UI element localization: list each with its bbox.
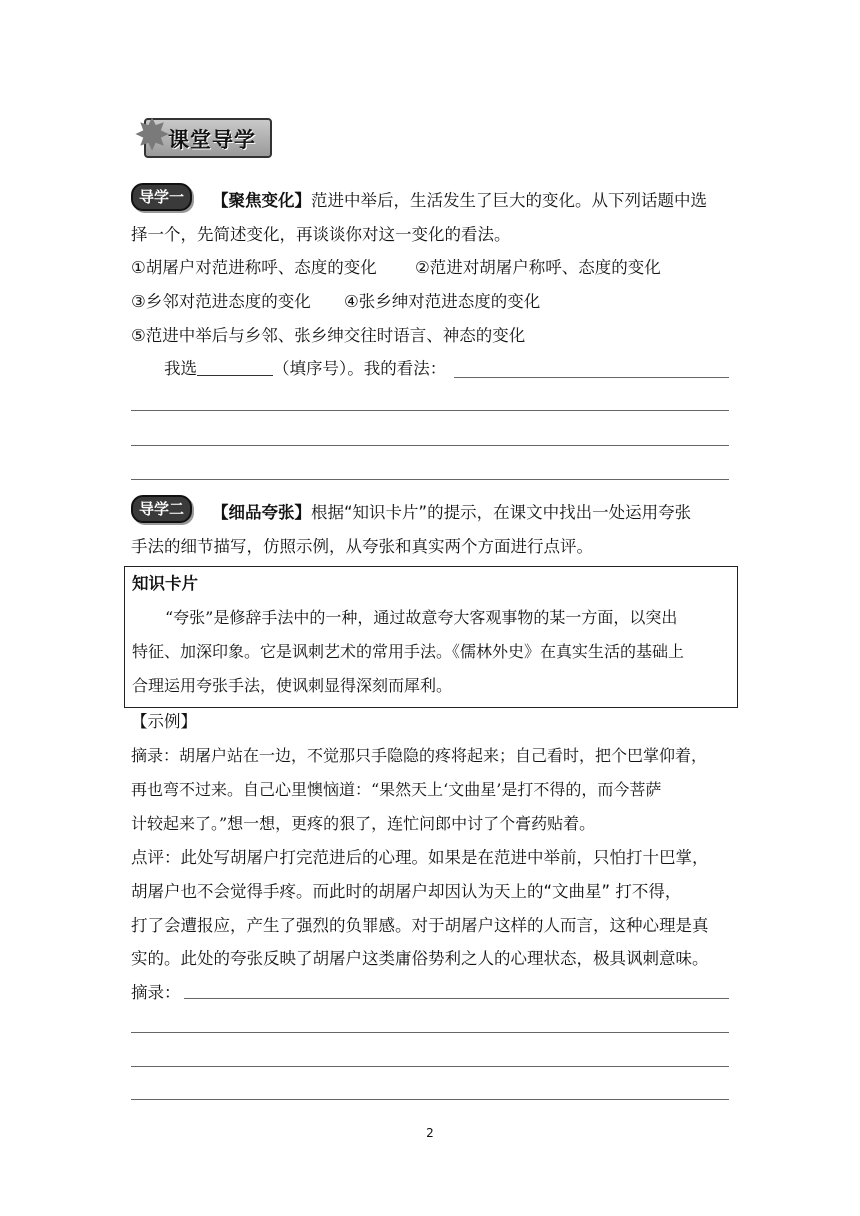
- comment-line: 实的。此处的夸张反映了胡屠户这类庸俗势利之人的心理状态，极具讽刺意味。: [131, 949, 709, 968]
- section2-line1-text: 根据“知识卡片”的提示，在课文中找出一处运用夸张: [311, 503, 692, 522]
- opinion-answer-line[interactable]: [131, 410, 729, 411]
- excerpt-line: 计较起来了。”想一想，更疼的狠了，连忙问郎中讨了个膏药贴着。: [131, 814, 596, 833]
- option-1: ①胡屠户对范进称呼、态度的变化: [131, 258, 377, 277]
- opinion-answer-line[interactable]: [454, 377, 729, 378]
- choose-line: [164, 358, 446, 380]
- option-4: ④张乡绅对范进态度的变化: [344, 292, 541, 311]
- banner-star-icon: ✸: [133, 110, 171, 161]
- excerpt-answer-line[interactable]: [131, 1032, 729, 1033]
- knowledge-card-line: “夸张”是修辞手法中的一种，通过故意夸大客观事物的某一方面，以突出: [165, 608, 678, 627]
- choice-blank[interactable]: [197, 359, 273, 376]
- option-5: ⑤范进中举后与乡邻、张乡绅交往时语言、神态的变化: [131, 326, 526, 345]
- section1-line2: 择一个，先简述变化，再谈谈你对这一变化的看法。: [131, 225, 511, 244]
- knowledge-card-line: 合理运用夸张手法，使讽刺显得深刻而犀利。: [132, 676, 453, 695]
- choose-prefix: 我选: [164, 359, 197, 378]
- choose-suffix: （填序号）。我的看法：: [273, 359, 447, 378]
- option-2: ②范进对胡屠户称呼、态度的变化: [415, 258, 661, 277]
- excerpt-answer-line[interactable]: [184, 998, 729, 999]
- section-banner: [130, 110, 270, 161]
- section1-line1-text: 范进中举后，生活发生了巨大的变化。从下列话题中选: [311, 191, 707, 210]
- comment-line: 点评：此处写胡屠户打完范进后的心理。如果是在范进中举前，只怕打十巴掌，: [131, 848, 709, 867]
- section2-line1: [212, 502, 691, 524]
- opinion-answer-line[interactable]: [131, 445, 729, 446]
- example-title: 【示例】: [131, 712, 197, 731]
- page-number: 2: [426, 1126, 434, 1140]
- option-3: ③乡邻对范进态度的变化: [131, 292, 311, 311]
- answer-label: 摘录：: [131, 983, 181, 1002]
- section2-head: 【细品夸张】: [212, 503, 311, 522]
- excerpt-answer-line[interactable]: [131, 1099, 729, 1100]
- section2-line2: 手法的细节描写，仿照示例，从夸张和真实两个方面进行点评。: [131, 537, 593, 556]
- section1-head: 【聚焦变化】: [212, 191, 311, 210]
- excerpt-line: 摘录：胡屠户站在一边，不觉那只手隐隐的疼将起来；自己看时，把个巴掌仰着，: [131, 746, 708, 765]
- banner-title: 课堂导学: [168, 128, 256, 152]
- comment-line: 胡屠户也不会觉得手疼。而此时的胡屠户却因认为天上的“文曲星” 打不得，: [131, 882, 682, 901]
- comment-line: 打了会遭报应，产生了强烈的负罪感。对于胡屠户这样的人而言，这种心理是真: [131, 916, 709, 935]
- knowledge-card-line: 特征、加深印象。它是讽刺艺术的常用手法。《儒林外史》在真实生活的基础上: [132, 642, 685, 661]
- opinion-answer-line[interactable]: [131, 479, 729, 480]
- excerpt-line: 再也弯不过来。自己心里懊恼道：“果然天上‘文曲星’是打不得的，而今菩萨: [131, 780, 662, 799]
- excerpt-answer-line[interactable]: [131, 1066, 729, 1067]
- section2-badge: 导学二: [131, 495, 192, 523]
- section1-line1: [212, 190, 707, 212]
- section1-badge: 导学一: [131, 183, 192, 211]
- knowledge-card-title: 知识卡片: [132, 574, 198, 593]
